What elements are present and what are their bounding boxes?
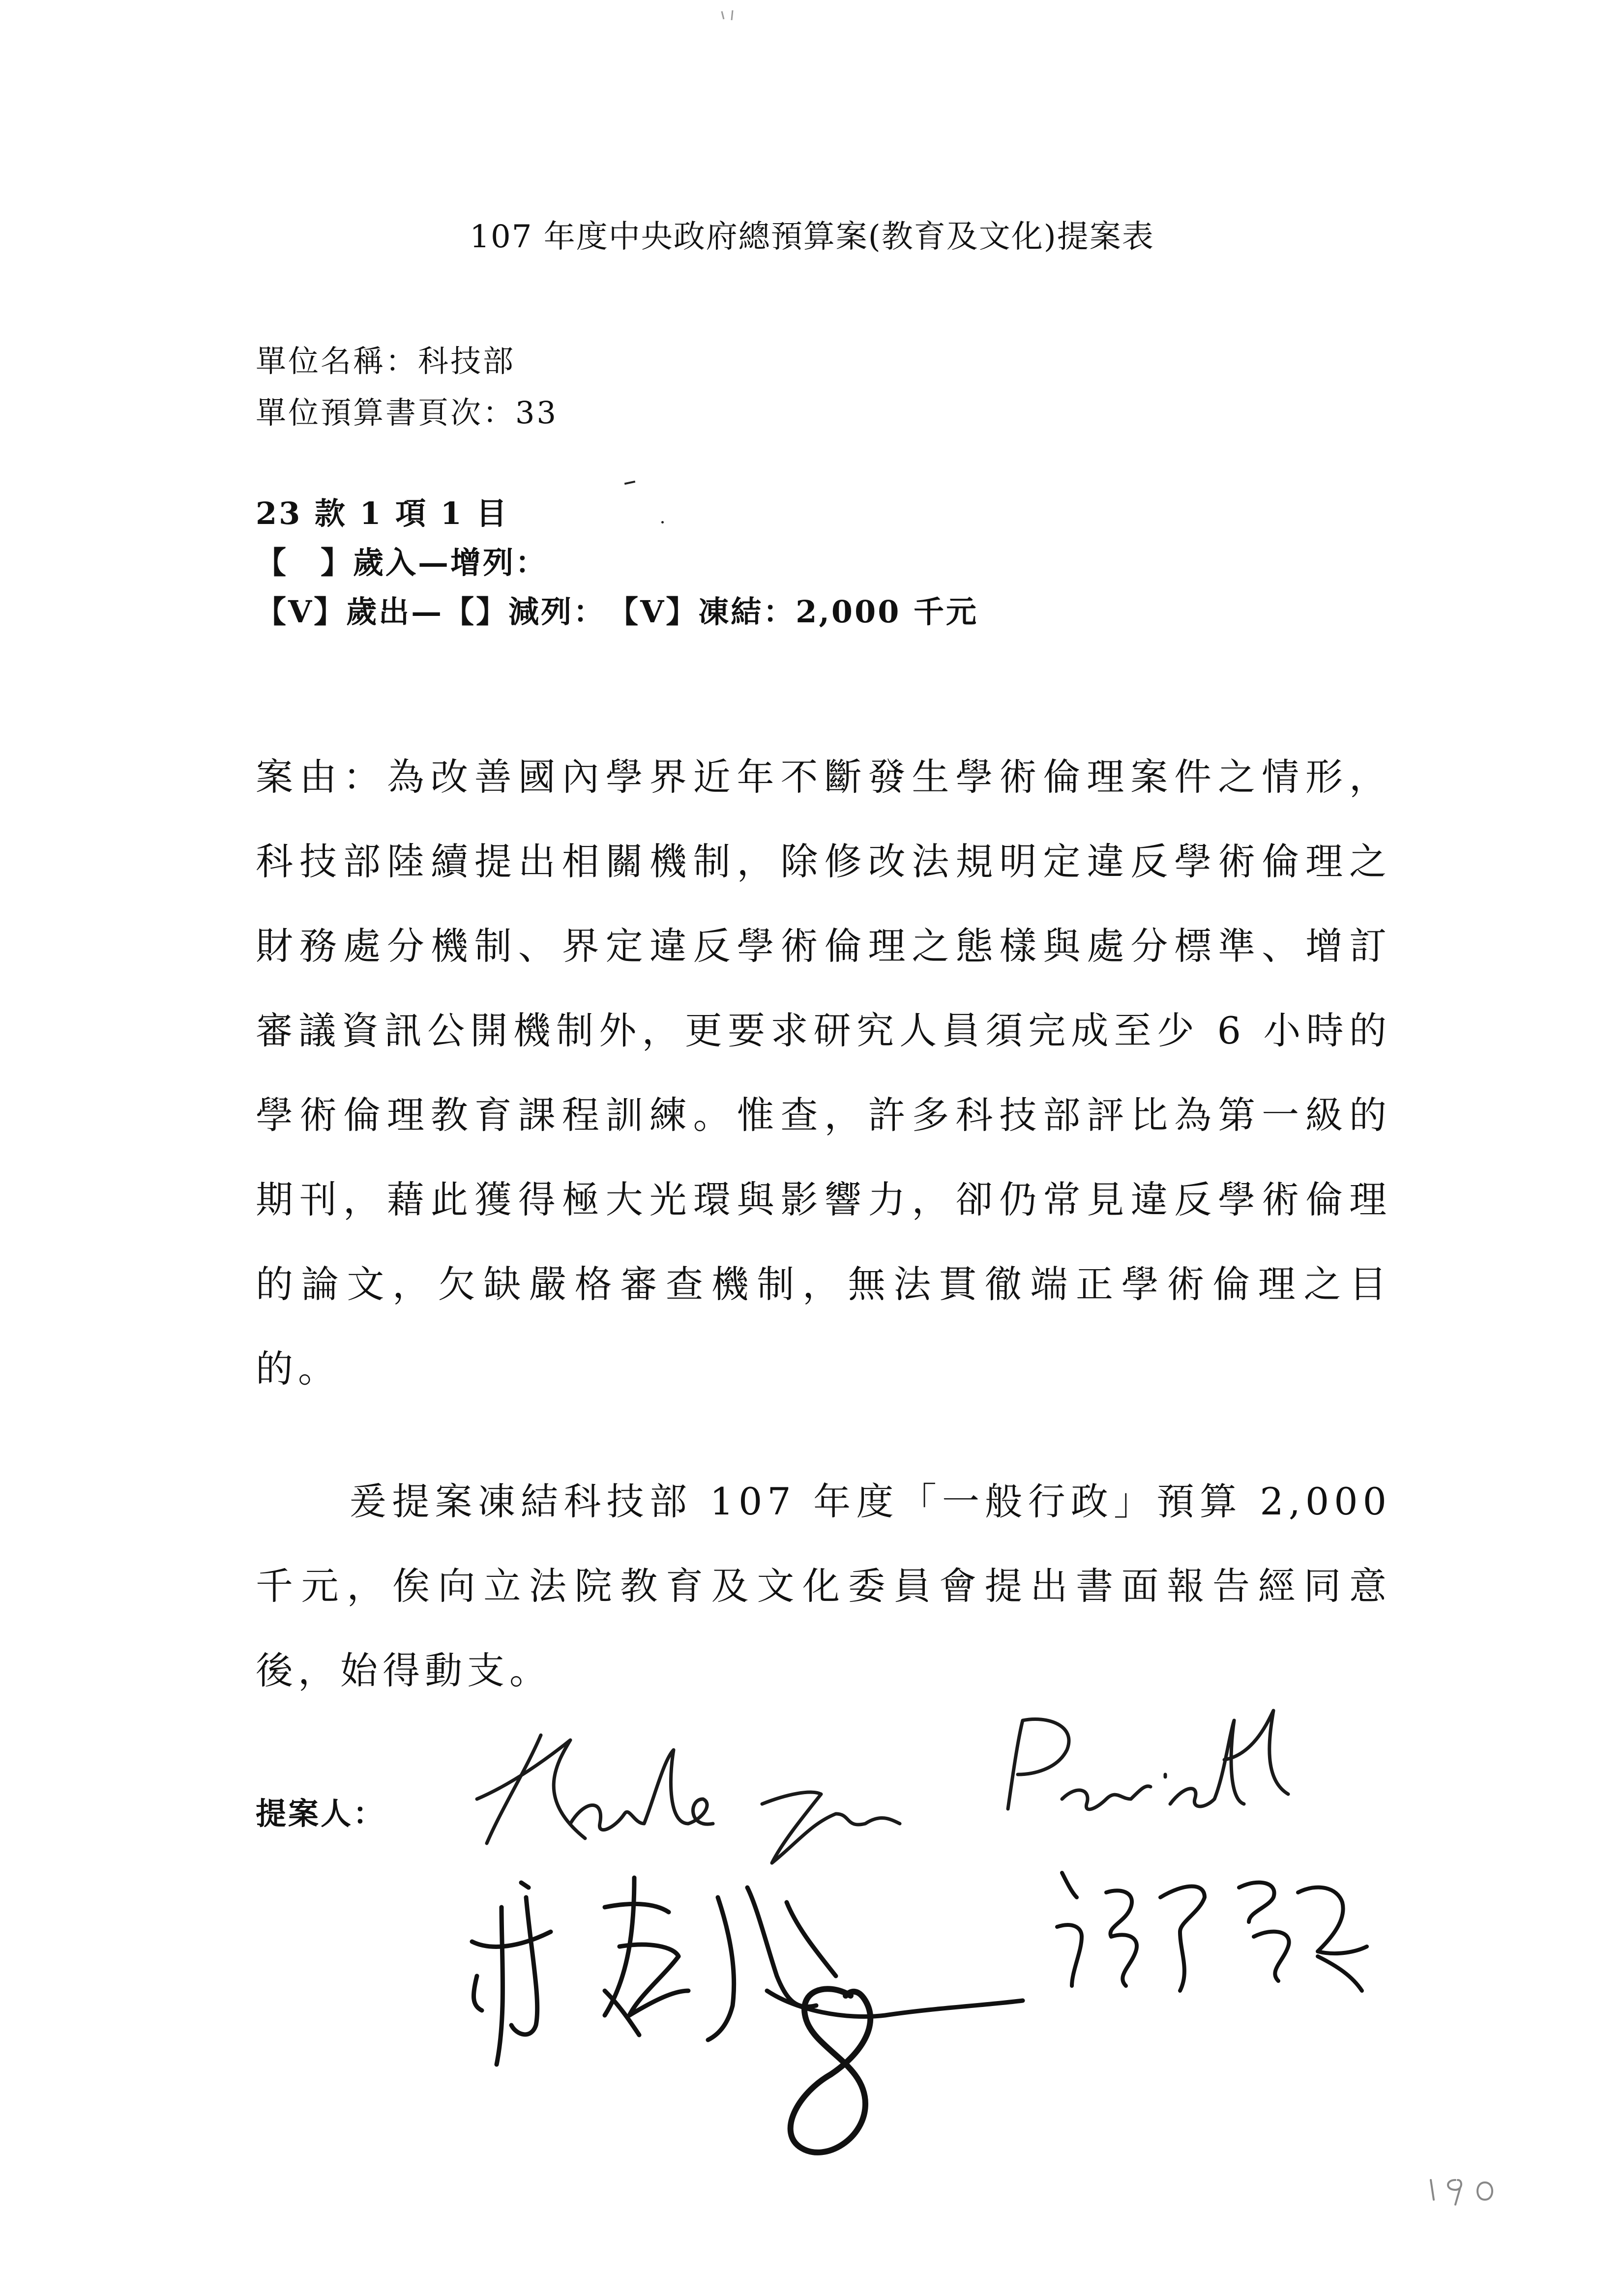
scan-speck <box>624 481 635 485</box>
unit-name: 單位名稱：科技部 <box>256 343 516 379</box>
budget-item-code: 23 款 1 項 1 目 <box>256 495 509 531</box>
unit-budget-page: 單位預算書頁次：33 <box>256 395 558 431</box>
signature-chinese-2 <box>1042 1853 1387 2001</box>
handwritten-page-mark <box>1421 2160 1519 2209</box>
expense-freeze-line: 【V】歲出—【】減列： 【V】凍結：2,000 千元 <box>256 594 978 630</box>
scan-speck <box>661 521 664 523</box>
signature-8 <box>767 1976 895 2173</box>
signature-chinese-1 <box>443 1829 1057 2133</box>
scan-mark-top <box>718 7 747 22</box>
document-title: 107 年度中央政府總預算案(教育及文化)提案表 <box>470 219 1154 255</box>
proposer-label: 提案人： <box>256 1796 386 1831</box>
reason-paragraph: 案由：為改善國內學界近年不斷發生學術倫理案件之情形，科技部陸續提出相關機制，除修改法規明定違反學術倫理之財務處分機制、界定違反學術倫理之態樣與處分標準、增訂審議資訊公開機制外，更要求研究人員須完成至少 6 小時的學術倫理教育課程訓練。惟查，許多科技部評比為第一級的期刊，藉此獲得極大光環與影響力，卻仍常見違反學術倫理的論文，欠缺嚴格審查機制，無法貫徹端正學術倫理之目的。 <box>256 755 1391 1391</box>
reason-section <box>256 735 1391 1713</box>
proposal-paragraph: 爰提案凍結科技部 107 年度「一般行政」預算 2,000 千元，俟向立法院教育及文化委員會提出書面報告經同意後，始得動支。 <box>256 1480 1391 1692</box>
income-increase-line: 【 】歲入—增列： <box>256 545 548 581</box>
